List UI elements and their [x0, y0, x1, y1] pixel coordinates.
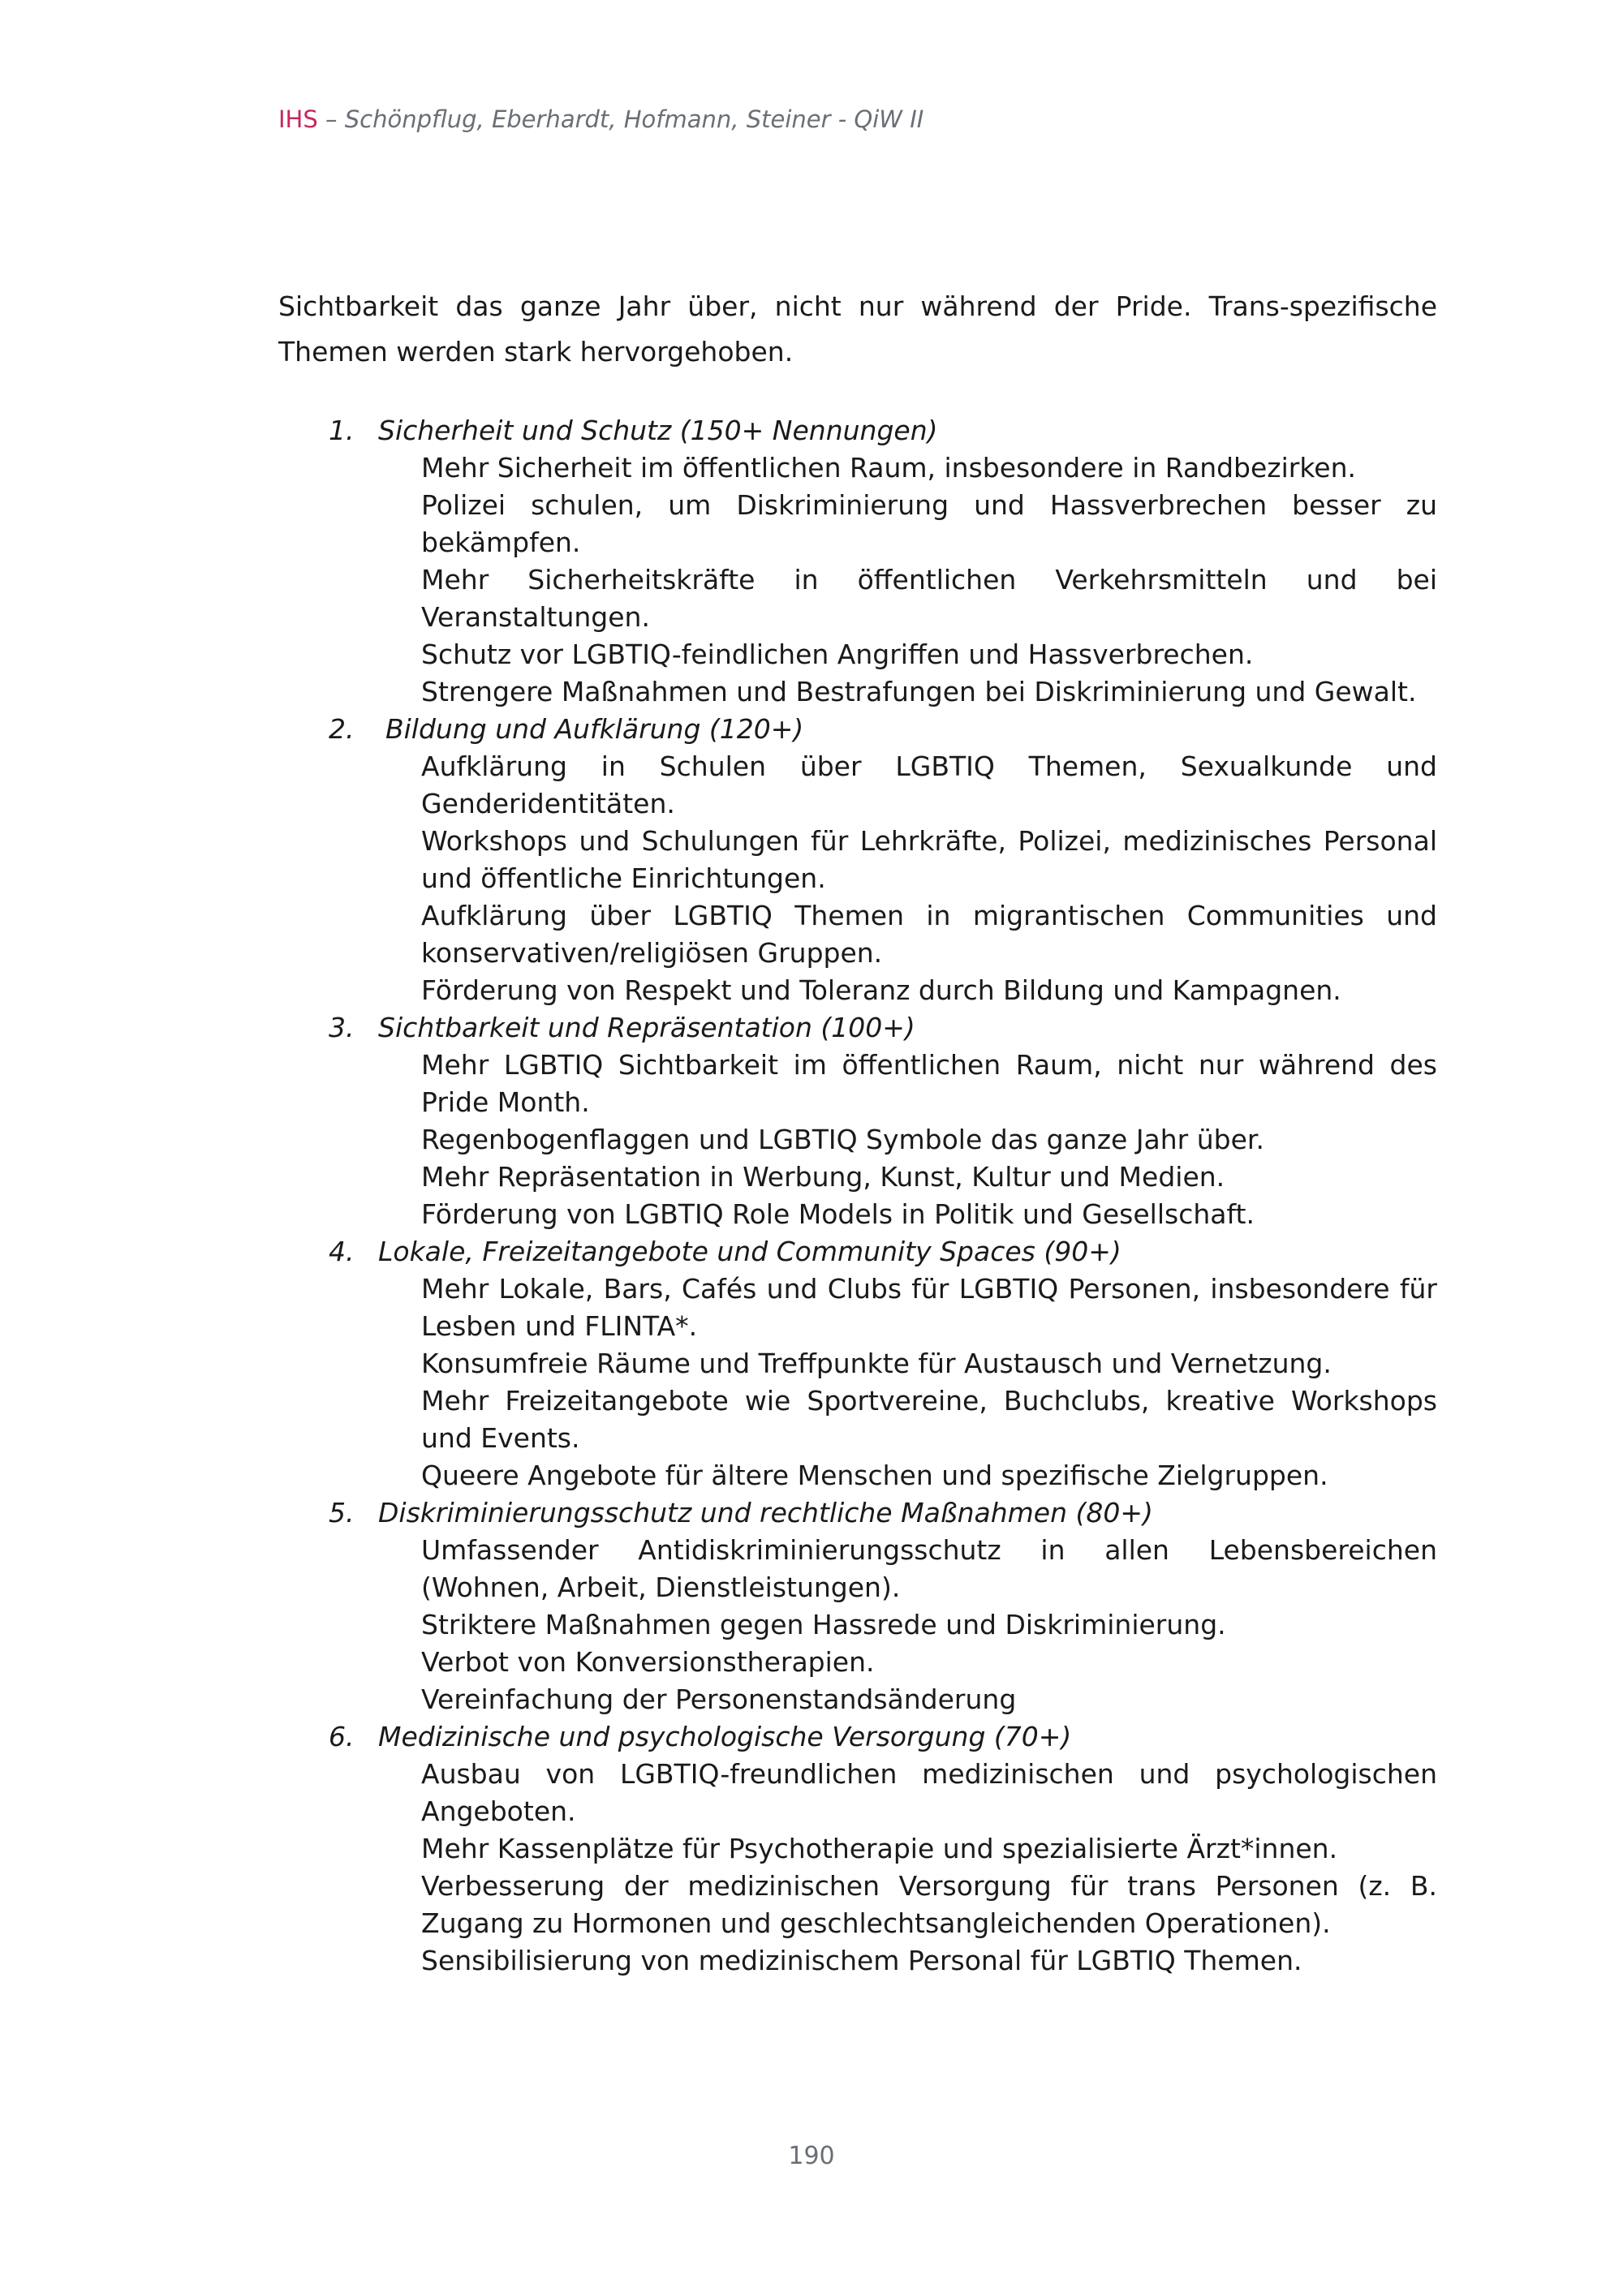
- list-point: Verbot von Konversionstherapien.: [421, 1646, 875, 1678]
- list-point: Umfassender Antidiskriminierungsschutz in allen Lebensbereichen (Wohnen, Arbeit, Dienstleistungen).: [421, 1534, 1437, 1603]
- list-item-heading: Medizinische und psychologische Versorgung (70+): [378, 1721, 1072, 1752]
- list-item-3: [278, 1009, 1437, 1233]
- list-point: Workshops und Schulungen für Lehrkräfte, Polizei, medizinisches Personal und öffentliche Einrichtungen.: [421, 825, 1437, 894]
- list-item-6: [278, 1718, 1437, 1980]
- intro-paragraph: Sichtbarkeit das ganze Jahr über, nicht nur während der Pride. Trans-spezifische Themen werden stark hervorgehoben.: [278, 290, 1437, 368]
- list-point: Sensibilisierung von medizinischem Personal für LGBTIQ Themen.: [421, 1945, 1302, 1976]
- list-point: Mehr Repräsentation in Werbung, Kunst, Kultur und Medien.: [421, 1161, 1225, 1193]
- list-point: Aufklärung über LGBTIQ Themen in migrantischen Communities und konservativen/religiösen Gruppen.: [421, 900, 1437, 969]
- list-point: Mehr Freizeitangebote wie Sportvereine, Buchclubs, kreative Workshops und Events.: [421, 1385, 1437, 1454]
- list-point: Polizei schulen, um Diskriminierung und Hassverbrechen besser zu bekämpfen.: [421, 489, 1437, 558]
- list-item-number: 3.: [329, 1012, 355, 1043]
- list-item-number: 1.: [329, 415, 355, 446]
- list-point: Verbesserung der medizinischen Versorgung für trans Personen (z. B. Zugang zu Hormonen und geschlechtsangleichenden Operationen).: [421, 1870, 1437, 1939]
- list-item-heading: Lokale, Freizeitangebote und Community Spaces (90+): [378, 1236, 1121, 1267]
- list-item-heading: Bildung und Aufklärung (120+): [385, 713, 804, 745]
- list-point: Strengere Maßnahmen und Bestrafungen bei Diskriminierung und Gewalt.: [421, 676, 1417, 707]
- list-point: Vereinfachung der Personenstandsänderung: [421, 1683, 1017, 1715]
- list-item-heading: Sicherheit und Schutz (150+ Nennungen): [378, 415, 938, 446]
- list-point: Mehr Sicherheitskräfte in öffentlichen Verkehrsmitteln und bei Veranstaltungen.: [421, 564, 1437, 633]
- list-point: Förderung von LGBTIQ Role Models in Politik und Gesellschaft.: [421, 1198, 1255, 1230]
- list-item-title: [278, 412, 1437, 449]
- list-point: Förderung von Respekt und Toleranz durch Bildung und Kampagnen.: [421, 974, 1341, 1006]
- list-item-title: [278, 1009, 1437, 1047]
- list-item-1: [278, 412, 1437, 711]
- list-point: Queere Angebote für ältere Menschen und spezifische Zielgruppen.: [421, 1460, 1328, 1491]
- list-item-points: [278, 1756, 1437, 1980]
- list-point: Ausbau von LGBTIQ-freundlichen medizinischen und psychologischen Angeboten.: [421, 1758, 1437, 1827]
- list-item-number: 4.: [329, 1236, 355, 1267]
- list-item-title: [278, 1494, 1437, 1532]
- list-point: Mehr Kassenplätze für Psychotherapie und spezialisierte Ärzt*innen.: [421, 1833, 1338, 1864]
- list-item-2: [278, 711, 1437, 1009]
- numbered-list: [278, 412, 1437, 1980]
- list-point: Striktere Maßnahmen gegen Hassrede und Diskriminierung.: [421, 1609, 1226, 1640]
- list-point: Konsumfreie Räume und Treffpunkte für Austausch und Vernetzung.: [421, 1348, 1332, 1379]
- header-org: IHS: [278, 105, 318, 133]
- list-point: Schutz vor LGBTIQ-feindlichen Angriffen und Hassverbrechen.: [421, 638, 1254, 670]
- list-item-points: [278, 1047, 1437, 1233]
- list-item-title: [278, 1233, 1437, 1271]
- list-item-number: 5.: [329, 1497, 355, 1529]
- list-item-heading: Diskriminierungsschutz und rechtliche Maßnahmen (80+): [378, 1497, 1153, 1529]
- list-item-title: [278, 711, 1437, 748]
- list-point: Mehr LGBTIQ Sichtbarkeit im öffentlichen Raum, nicht nur während des Pride Month.: [421, 1049, 1437, 1118]
- list-item-heading: Sichtbarkeit und Repräsentation (100+): [378, 1012, 915, 1043]
- page-number: 190: [788, 2142, 835, 2170]
- header-authors: – Schönpflug, Eberhardt, Hofmann, Steiner - QiW II: [325, 105, 924, 133]
- list-point: Aufklärung in Schulen über LGBTIQ Themen, Sexualkunde und Genderidentitäten.: [421, 750, 1437, 819]
- list-point: Regenbogenflaggen und LGBTIQ Symbole das ganze Jahr über.: [421, 1124, 1264, 1155]
- list-point: Mehr Sicherheit im öffentlichen Raum, insbesondere in Randbezirken.: [421, 452, 1357, 484]
- list-point: Mehr Lokale, Bars, Cafés und Clubs für LGBTIQ Personen, insbesondere für Lesben und FLINTA*.: [421, 1273, 1437, 1342]
- list-item-points: [278, 748, 1437, 1009]
- running-header: [278, 105, 923, 133]
- list-item-number: 6.: [329, 1721, 355, 1752]
- list-item-points: [278, 1532, 1437, 1718]
- list-item-5: [278, 1494, 1437, 1718]
- list-item-title: [278, 1718, 1437, 1756]
- list-item-4: [278, 1233, 1437, 1494]
- list-item-number: 2.: [329, 713, 355, 745]
- list-item-points: [278, 1271, 1437, 1494]
- list-item-points: [278, 449, 1437, 711]
